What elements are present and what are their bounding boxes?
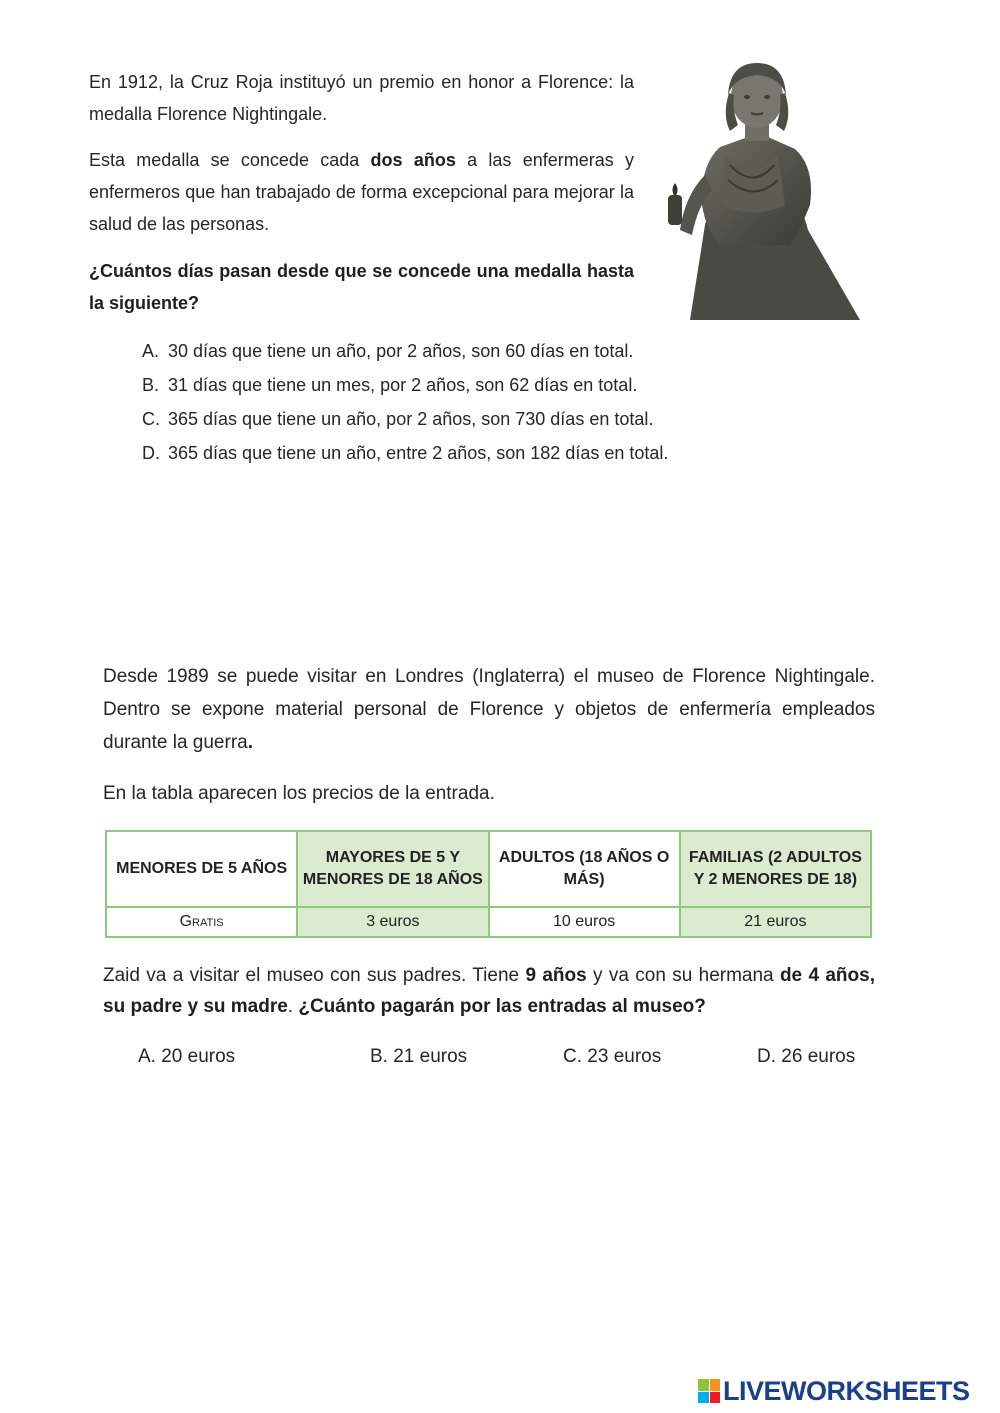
header-adults: ADULTOS (18 AÑOS O MÁS) <box>489 831 680 907</box>
header-under-5: MENORES DE 5 AÑOS <box>106 831 297 907</box>
medal-paragraph: Esta medalla se concede cada dos años a las enfermeras y enfermeros que han trabajado de forma excepcional para mejorar la salud de las personas. <box>89 150 635 234</box>
liveworksheets-logo[interactable] <box>698 1376 993 1406</box>
price-5-to-18: 3 euros <box>297 907 488 937</box>
intro-paragraph: En 1912, la Cruz Roja instituyó un premio en honor a Florence: la medalla Florence Nightingale. <box>89 72 634 124</box>
table-header-row <box>106 831 871 907</box>
answer-b[interactable]: B. 21 euros <box>370 1046 468 1067</box>
answer-d[interactable]: D. 26 euros <box>757 1046 856 1067</box>
price-families: 21 euros <box>680 907 871 937</box>
option-b[interactable]: B. 31 días que tiene un mes, por 2 años, son 62 días en total. <box>142 375 638 395</box>
florence-statue-image <box>650 55 860 320</box>
question-1: ¿Cuántos días pasan desde que se concede una medalla hasta la siguiente? <box>89 261 634 313</box>
question-2: Zaid va a visitar el museo con sus padres. Tiene 9 años y va con su hermana de 4 años, su padre y su madre. ¿Cuánto pagarán por las entradas al museo? <box>103 965 875 1017</box>
header-5-to-18: MAYORES DE 5 Y MENORES DE 18 AÑOS <box>297 831 488 907</box>
museum-paragraph: Desde 1989 se puede visitar en Londres (Inglaterra) el museo de Florence Nightingale. Dentro se expone material personal de Florence y objetos de enfermería empleados durante la guerra. <box>103 666 875 753</box>
logo-text: LIVEWORKSHEETS <box>723 1375 970 1406</box>
table-row <box>106 907 871 937</box>
header-families: FAMILIAS (2 ADULTOS Y 2 MENORES DE 18) <box>680 831 871 907</box>
table-intro: En la tabla aparecen los precios de la entrada. <box>103 783 495 804</box>
price-under-5: Gratis <box>106 907 297 937</box>
logo-icon <box>698 1379 720 1403</box>
option-d[interactable]: D. 365 días que tiene un año, entre 2 años, son 182 días en total. <box>142 443 669 463</box>
answer-c[interactable]: C. 23 euros <box>563 1046 662 1067</box>
option-a[interactable]: A. 30 días que tiene un año, por 2 años, son 60 días en total. <box>142 341 634 361</box>
answer-a[interactable]: A. 20 euros <box>138 1046 236 1067</box>
price-adults: 10 euros <box>489 907 680 937</box>
price-table <box>105 830 872 938</box>
answers-row-2 <box>0 1046 1000 1076</box>
option-c[interactable]: C. 365 días que tiene un año, por 2 años, son 730 días en total. <box>142 409 654 429</box>
options-list-1 <box>142 334 668 470</box>
